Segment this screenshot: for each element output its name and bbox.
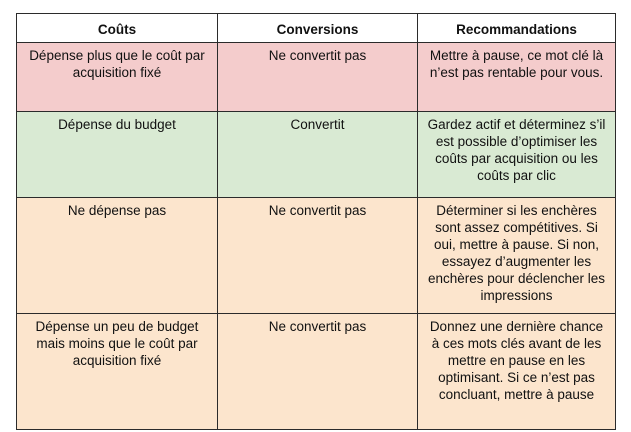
recommendations-table: [16, 13, 616, 430]
header-conversions: Conversions: [218, 14, 418, 43]
cell-recommendation: Donnez une dernière chance à ces mots clés avant de les mettre en pause en les optimisant. Si ce n’est pas concluant, mettre à pause: [418, 314, 616, 430]
cell-conversions: Convertit: [218, 112, 418, 198]
cell-recommendation: Déterminer si les enchères sont assez compétitives. Si oui, mettre à pause. Si non, essayez d’augmenter les enchères pour déclencher les impressions: [418, 198, 616, 314]
cell-conversions: Ne convertit pas: [218, 43, 418, 112]
cell-costs: Ne dépense pas: [17, 198, 218, 314]
table-row: [17, 198, 616, 314]
table-row: [17, 314, 616, 430]
cell-costs: Dépense un peu de budget mais moins que le coût par acquisition fixé: [17, 314, 218, 430]
table-row: [17, 43, 616, 112]
table-row: [17, 112, 616, 198]
cell-recommendation: Gardez actif et déterminez s’il est possible d’optimiser les coûts par acquisition ou les coûts par clic: [418, 112, 616, 198]
table-container: [16, 13, 616, 430]
cell-costs: Dépense du budget: [17, 112, 218, 198]
header-recommendations: Recommandations: [418, 14, 616, 43]
cell-conversions: Ne convertit pas: [218, 314, 418, 430]
header-costs: Coûts: [17, 14, 218, 43]
header-row: [17, 14, 616, 43]
cell-recommendation: Mettre à pause, ce mot clé là n’est pas rentable pour vous.: [418, 43, 616, 112]
cell-costs: Dépense plus que le coût par acquisition fixé: [17, 43, 218, 112]
cell-conversions: Ne convertit pas: [218, 198, 418, 314]
